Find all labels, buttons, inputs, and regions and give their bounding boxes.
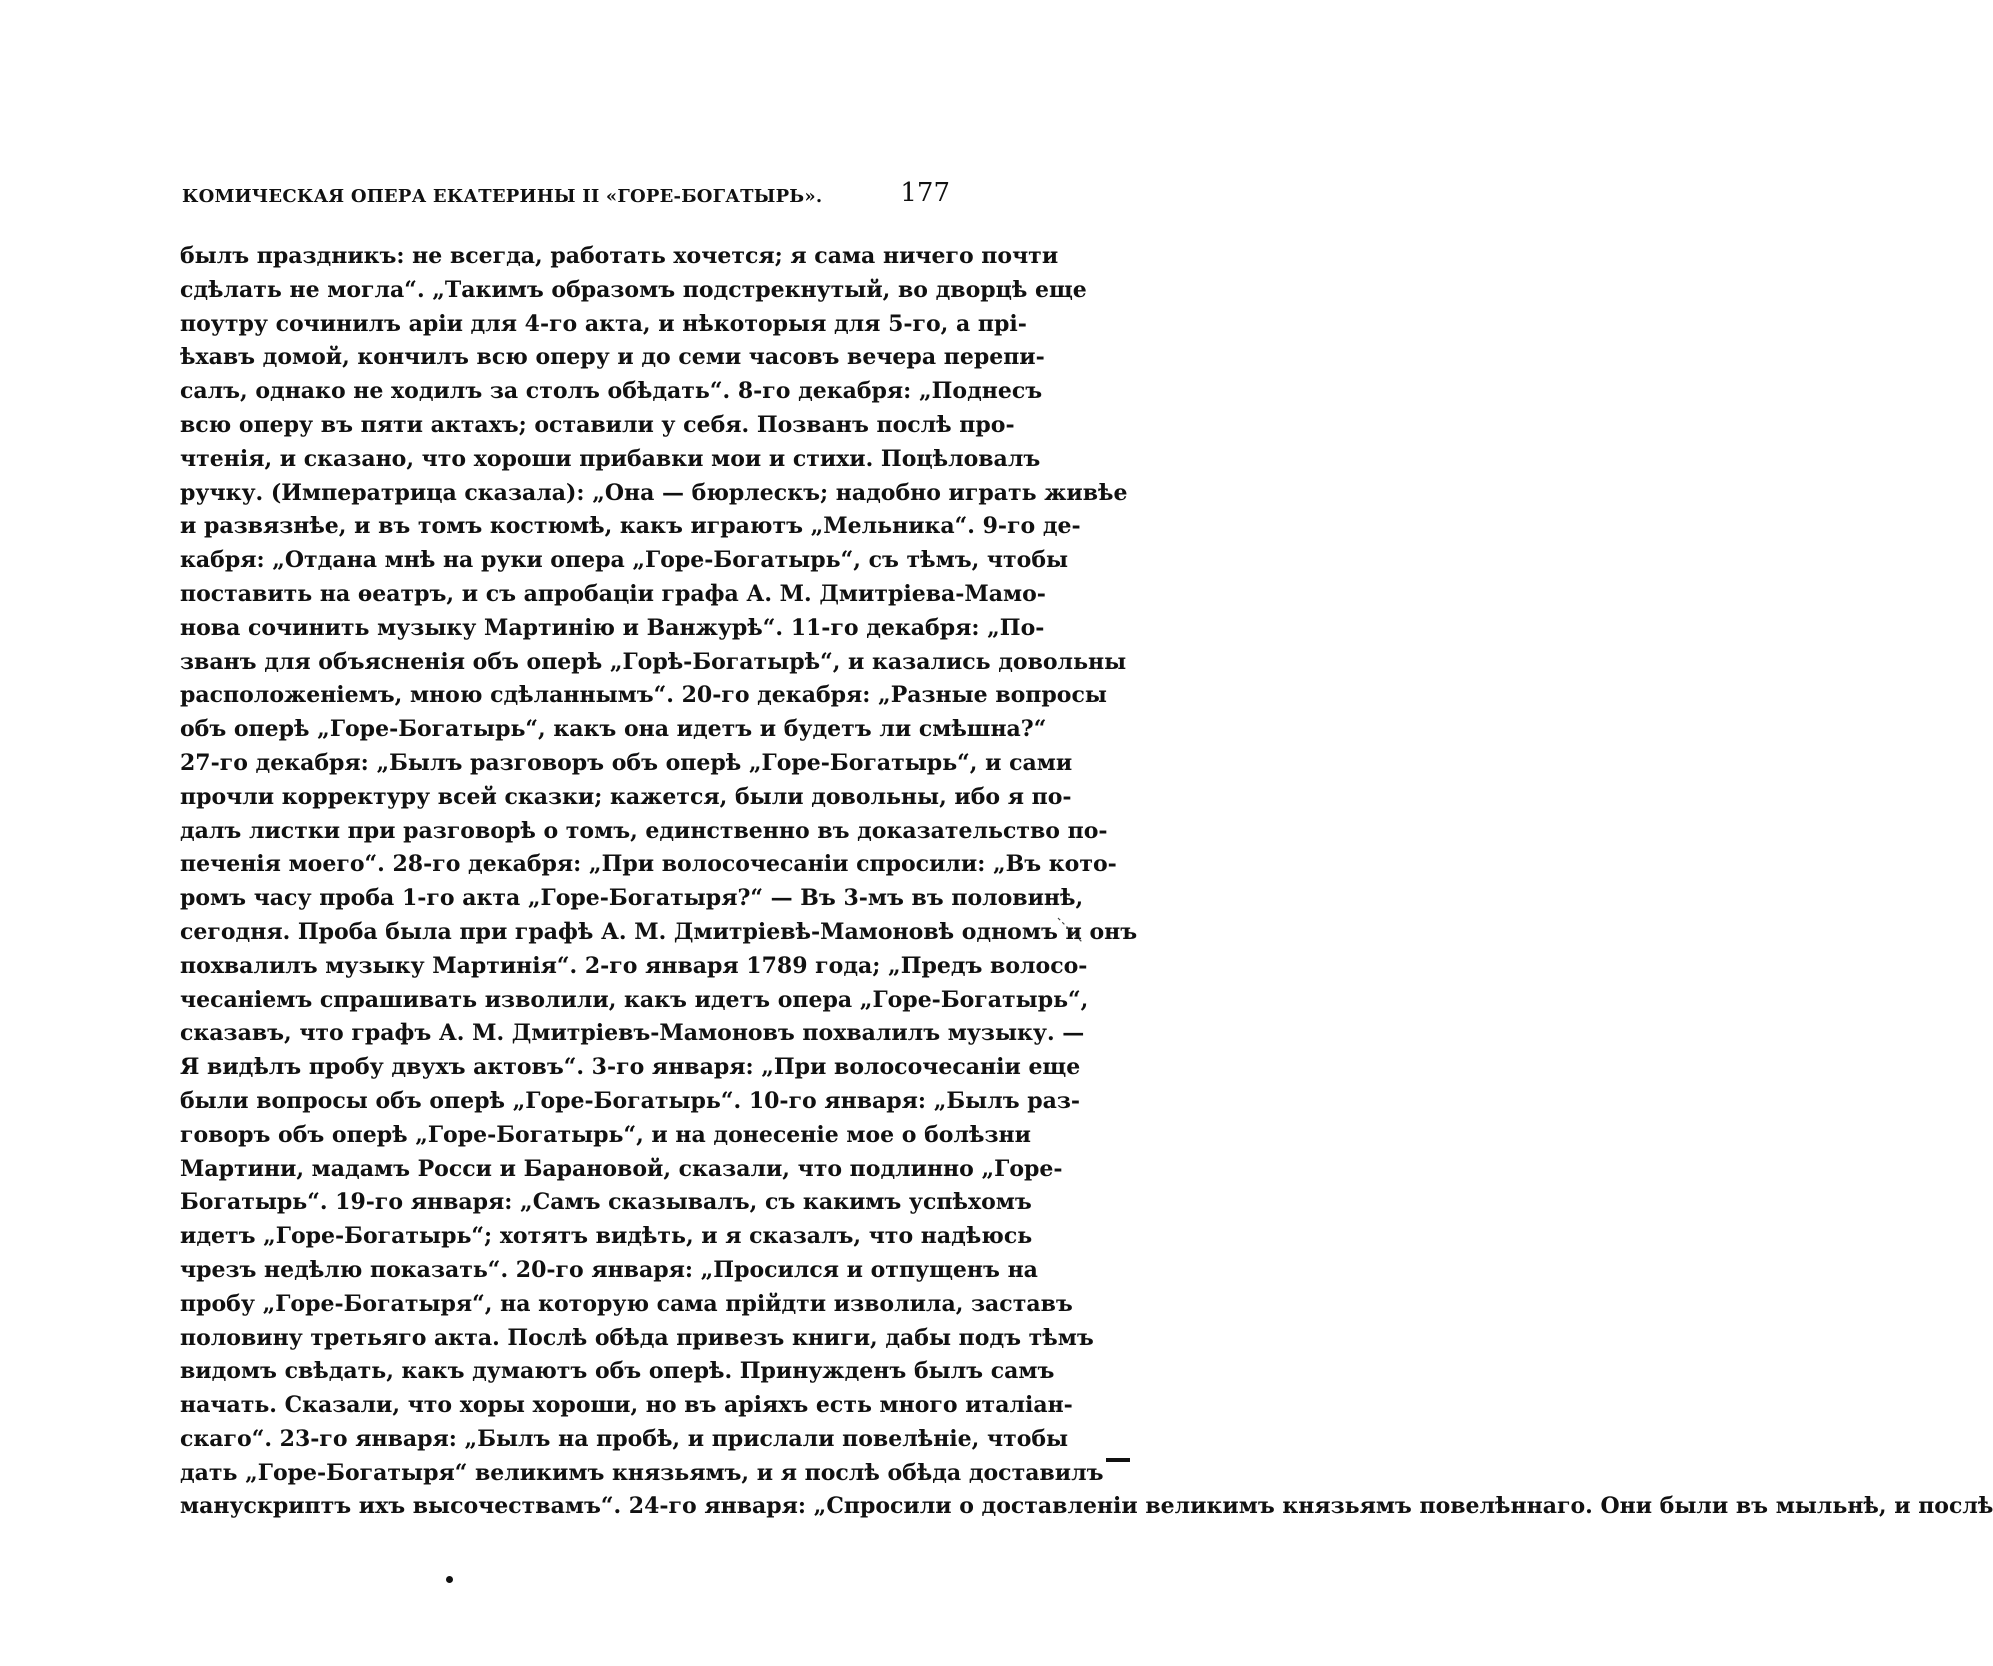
text-line: похвалилъ музыку Мартинія“. 2-го января 1789 года; „Предъ волосо-	[180, 952, 1088, 979]
text-line: расположеніемъ, мною сдѣланнымъ“. 20-го декабря: „Разные вопросы	[180, 682, 1107, 709]
text-line: видомъ свѣдать, какъ думаютъ объ оперѣ. Принужденъ былъ самъ	[180, 1358, 1055, 1385]
pencil-stroke-icon	[1056, 914, 1090, 944]
text-line: сегодня. Проба была при графѣ А. М. Дмитріевѣ-Мамоновѣ одномъ и онъ	[180, 918, 1138, 945]
text-line: половину третьяго акта. Послѣ обѣда привезъ книги, дабы подъ тѣмъ	[180, 1324, 1094, 1351]
text-line: и развязнѣе, и въ томъ костюмѣ, какъ играютъ „Мельника“. 9-го де-	[180, 513, 1081, 540]
text-line: прочли корректуру всей сказки; кажется, были довольны, ибо я по-	[180, 783, 1072, 810]
text-line: Богатырь“. 19-го января: „Самъ сказывалъ, съ какимъ успѣхомъ	[180, 1189, 1032, 1216]
text-line: объ оперѣ „Горе-Богатырь“, какъ она идетъ и будетъ ли смѣшна?“	[180, 716, 1047, 743]
text-line: 27-го декабря: „Былъ разговоръ объ оперѣ „Горе-Богатырь“, и сами	[180, 749, 1073, 776]
text-line: дать „Горе-Богатыря“ великимъ князьямъ, и я послѣ обѣда доставилъ	[180, 1459, 1104, 1486]
text-line: пробу „Горе-Богатыря“, на которую сама прійдти изволила, заставъ	[180, 1290, 1073, 1317]
text-line: званъ для объясненія объ оперѣ „Горѣ-Богатырѣ“, и казались довольны	[180, 648, 1127, 675]
text-line: начать. Сказали, что хоры хороши, но въ аріяхъ есть много италіан-	[180, 1392, 1073, 1419]
body-text	[180, 240, 1993, 1524]
text-line: далъ листки при разговорѣ о томъ, единственно въ доказательство по-	[180, 817, 1108, 844]
page-number: 177	[900, 178, 950, 208]
text-line: Мартини, мадамъ Росси и Барановой, сказали, что подлинно „Горе-	[180, 1155, 1063, 1182]
text-line: ѣхавъ домой, кончилъ всю оперу и до семи часовъ вечера перепи-	[180, 344, 1045, 371]
text-line: манускриптъ ихъ высочествамъ“. 24-го января: „Спросили о доставленіи великимъ князьямъ повелѣннаго. Они были въ мыльнѣ, и послѣ	[180, 1493, 1993, 1520]
margin-pencil-mark	[1056, 914, 1090, 944]
text-line: были вопросы объ оперѣ „Горе-Богатырь“. 10-го января: „Былъ раз-	[180, 1087, 1081, 1114]
text-line: идетъ „Горе-Богатырь“; хотятъ видѣть, и я сказалъ, что надѣюсь	[180, 1223, 1033, 1250]
text-line: поутру сочинилъ аріи для 4-го акта, и нѣкоторыя для 5-го, а прі-	[180, 310, 1027, 337]
text-line: чесаніемъ спрашивать изволили, какъ идетъ опера „Горе-Богатырь“,	[180, 986, 1089, 1013]
text-line: ромъ часу проба 1-го акта „Горе-Богатыря?“ — Въ 3-мъ въ половинѣ,	[180, 885, 1084, 912]
text-line: ручку. (Императрица сказала): „Она — бюрлескъ; надобно играть живѣе	[180, 479, 1128, 506]
page-header	[182, 178, 950, 230]
text-line: скаго“. 23-го января: „Былъ на пробѣ, и прислали повелѣніе, чтобы	[180, 1425, 1069, 1452]
text-line: поставить на ѳеатръ, и съ апробаціи графа А. М. Дмитріева-Мамо-	[180, 580, 1046, 607]
text-line: салъ, однако не ходилъ за столъ обѣдать“. 8-го декабря: „Поднесъ	[180, 378, 1043, 405]
text-line: Я видѣлъ пробу двухъ актовъ“. 3-го января: „При волосочесаніи еще	[180, 1054, 1081, 1081]
text-line: былъ праздникъ: не всегда, работать хочется; я сама ничего почти	[180, 243, 1059, 269]
edge-scan-mark	[1106, 1458, 1130, 1462]
text-line: кабря: „Отдана мнѣ на руки опера „Горе-Богатырь“, съ тѣмъ, чтобы	[180, 547, 1069, 574]
text-line: нова сочинить музыку Мартинію и Ванжурѣ“. 11-го декабря: „По-	[180, 614, 1045, 641]
text-line: чтенія, и сказано, что хороши прибавки мои и стихи. Поцѣловалъ	[180, 445, 1041, 472]
text-line: чрезъ недѣлю показать“. 20-го января: „Просился и отпущенъ на	[180, 1256, 1038, 1283]
running-title: КОМИЧЕСКАЯ ОПЕРА ЕКАТЕРИНЫ II «ГОРЕ-БОГАТЫРЬ».	[182, 186, 823, 207]
bottom-ink-dot	[446, 1576, 453, 1583]
text-line: сдѣлать не могла“. „Такимъ образомъ подстрекнутый, во дворцѣ еще	[180, 276, 1087, 303]
text-line: сказавъ, что графъ А. М. Дмитріевъ-Мамоновъ похвалилъ музыку. —	[180, 1020, 1085, 1047]
text-line: всю оперу въ пяти актахъ; оставили у себя. Позванъ послѣ про-	[180, 411, 1015, 438]
text-line: печенія моего“. 28-го декабря: „При волосочесаніи спросили: „Въ кото-	[180, 851, 1117, 878]
text-line: говоръ объ оперѣ „Горе-Богатырь“, и на донесеніе мое о болѣзни	[180, 1121, 1031, 1148]
